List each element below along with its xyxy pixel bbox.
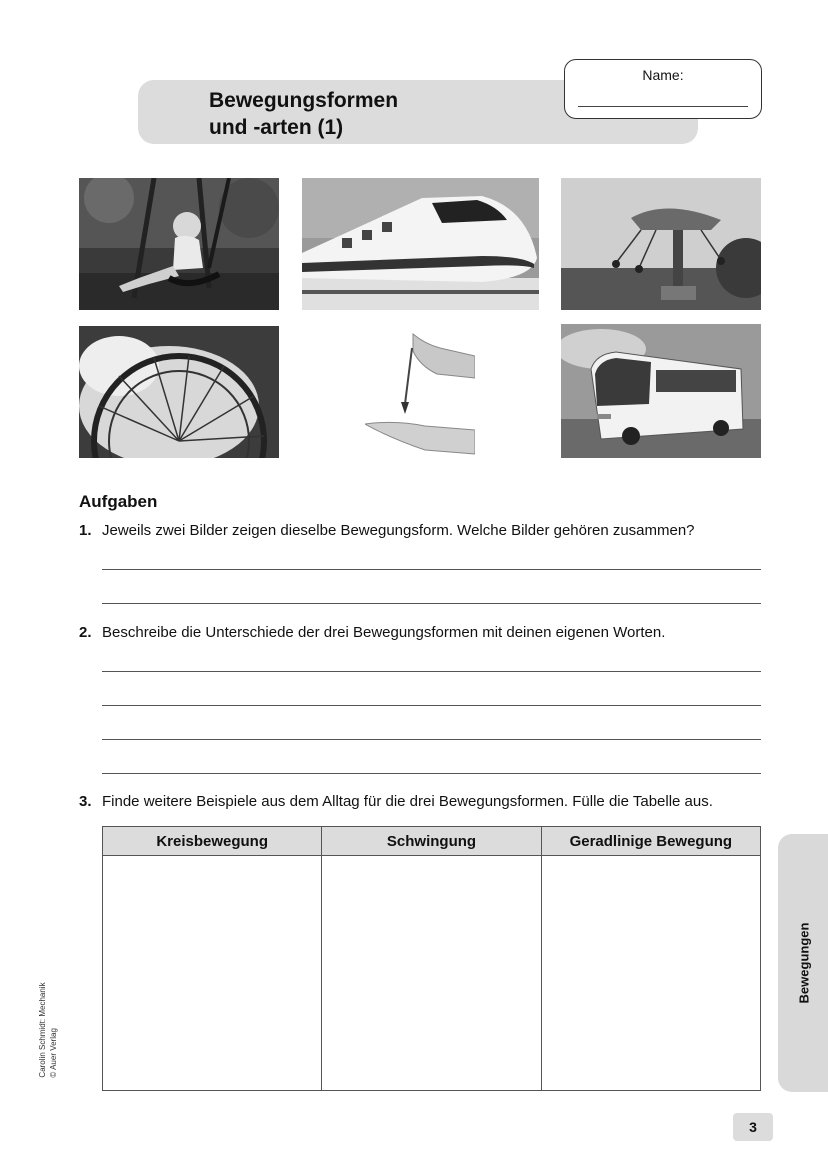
task-text: Finde weitere Beispiele aus dem Alltag für die drei Bewegungsformen. Fülle die Tabelle aus. — [102, 793, 713, 810]
page-title-line-1: Bewegungsformen — [209, 89, 399, 112]
page-number: 3 — [733, 1113, 773, 1141]
answer-line[interactable] — [102, 705, 761, 706]
chapter-side-tab — [778, 834, 828, 1092]
page-title — [209, 87, 398, 141]
task-number: 2. — [79, 624, 92, 641]
task-1 — [79, 522, 695, 539]
pendulum-photo — [365, 326, 475, 458]
tasks-heading: Aufgaben — [79, 492, 158, 511]
swing-photo — [79, 178, 279, 310]
page-title-line-2: und -arten (1) — [209, 116, 344, 139]
chapter-label: Bewegungen — [796, 922, 812, 1004]
task-3 — [79, 793, 713, 810]
task-text: Beschreibe die Unterschiede der drei Bewegungsformen mit deinen eigenen Worten. — [102, 624, 666, 641]
name-field-box — [564, 59, 762, 119]
answer-line[interactable] — [102, 773, 761, 774]
carousel-photo — [561, 178, 761, 310]
task-number: 3. — [79, 793, 92, 810]
answer-line[interactable] — [102, 603, 761, 604]
answer-line[interactable] — [102, 569, 761, 570]
task-text: Jeweils zwei Bilder zeigen dieselbe Bewegungsform. Welche Bilder gehören zusammen? — [102, 522, 695, 539]
name-label: Name: — [642, 67, 684, 83]
answer-line[interactable] — [102, 671, 761, 672]
copyright-credit — [37, 982, 59, 1077]
credit-line-1: Carolin Schmidt: Mechanik — [38, 982, 47, 1078]
credit-line-2: © Auer Verlag — [49, 1028, 58, 1078]
column-header-kreisbewegung: Kreisbewegung — [103, 827, 322, 856]
answer-table — [102, 826, 761, 1091]
table-cell-geradlinige-bewegung[interactable] — [541, 856, 760, 1091]
column-header-schwingung: Schwingung — [322, 827, 541, 856]
table-cell-schwingung[interactable] — [322, 856, 541, 1091]
table-cell-kreisbewegung[interactable] — [103, 856, 322, 1091]
answer-line[interactable] — [102, 739, 761, 740]
name-write-line[interactable] — [578, 106, 748, 107]
task-2 — [79, 624, 665, 641]
table-header-row — [103, 827, 761, 856]
train-photo — [302, 178, 539, 310]
task-number: 1. — [79, 522, 92, 539]
bus-photo — [561, 324, 761, 458]
column-header-geradlinige-bewegung: Geradlinige Bewegung — [541, 827, 760, 856]
ferris-wheel-photo — [79, 326, 279, 458]
table-row — [103, 856, 761, 1091]
